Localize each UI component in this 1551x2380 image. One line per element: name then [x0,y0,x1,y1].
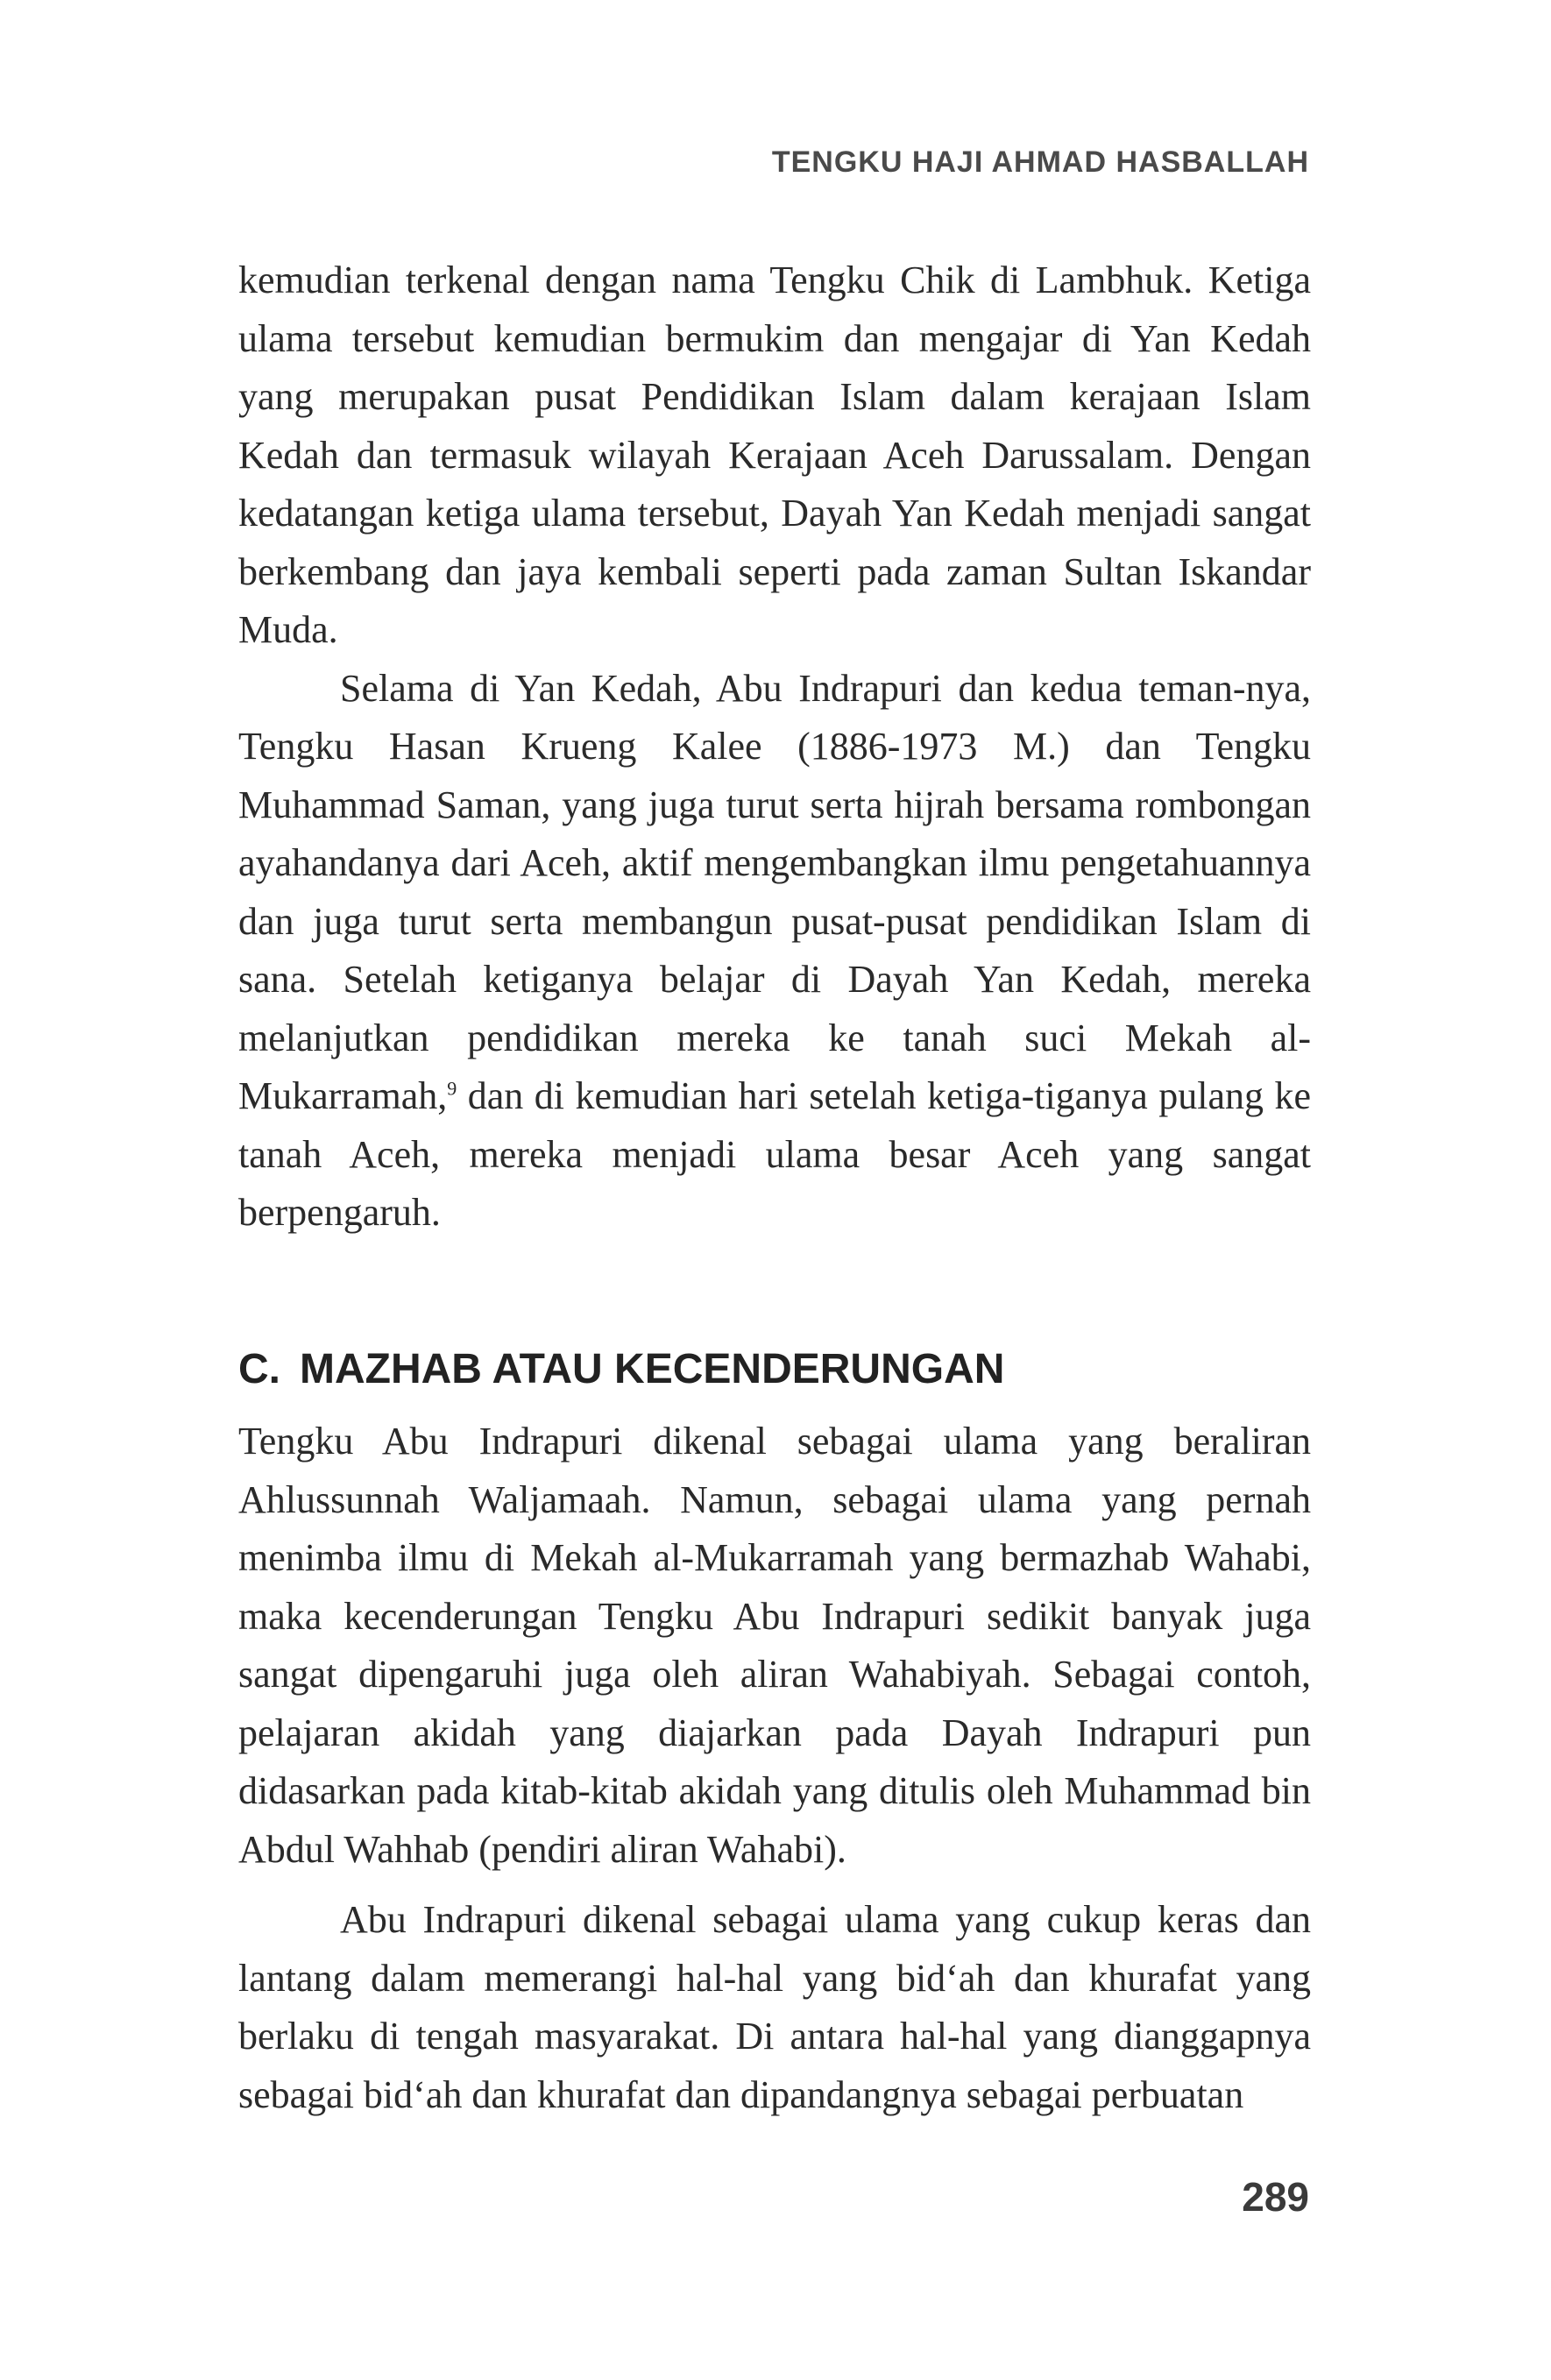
body-text-top [238,251,1311,1243]
paragraph [238,660,1311,1243]
body-text-section [238,1413,1311,2124]
paragraph: Abu Indrapuri dikenal sebagai ulama yang cukup keras dan lantang dalam memerangi hal-hal yang bid‘ah dan khurafat yang berlaku di tengah masyarakat. Di antara hal-hal yang dianggapnya sebagai bid‘ah dan khurafat dan dipandangnya sebagai perbuatan [238,1898,1311,2116]
paragraph-text: Selama di Yan Kedah, Abu Indrapuri dan kedua teman-nya, Tengku Hasan Krueng Kalee (1886-1973 M.) dan Tengku Muhammad Saman, yang juga turut serta hijrah bersama rombongan ayahandanya dari Aceh, aktif mengembangkan ilmu pengetahuannya dan juga turut serta membangun pusat-pusat pendidikan Islam di sana. Setelah ketiganya belajar di Dayah Yan Kedah, mereka melanjutkan pendidikan mereka ke tanah suci Mekah al-Mukarramah, [238,666,1311,1117]
footnote-reference[interactable]: 9 [447,1077,457,1100]
section-title: MAZHAB ATAU KECENDERUNGAN [300,1346,1005,1392]
section-heading [238,1341,1004,1399]
paragraph: kemudian terkenal dengan nama Tengku Chik di Lambhuk. Ketiga ulama tersebut kemudian bermukim dan mengajar di Yan Kedah yang merupakan pusat Pendidikan Islam dalam kerajaan Islam Kedah dan termasuk wilayah Kerajaan Aceh Darussalam. Dengan kedatangan ketiga ulama tersebut, Dayah Yan Kedah menjadi sangat berkembang dan jaya kembali seperti pada zaman Sultan Iskandar Muda. [238,259,1311,651]
paragraph-text: dan di kemudian hari setelah ketiga-tiganya pulang ke tanah Aceh, mereka menjadi ulama besar Aceh yang sangat berpengaruh. [238,1074,1311,1234]
section-letter: C. [238,1346,280,1392]
page-number: 289 [1242,2174,1309,2220]
paragraph: Tengku Abu Indrapuri dikenal sebagai ulama yang beraliran Ahlussunnah Waljamaah. Namun, sebagai ulama yang pernah menimba ilmu di Mekah al-Mukarramah yang bermazhab Wahabi, maka kecenderungan Tengku Abu Indrapuri sedikit banyak juga sangat dipengaruhi juga oleh aliran Wahabiyah. Sebagai contoh, pelajaran akidah yang diajarkan pada Dayah Indrapuri pun didasarkan pada kitab-kitab akidah yang ditulis oleh Muhammad bin Abdul Wahhab (pendiri aliran Wahabi). [238,1420,1311,1871]
running-header: TENGKU HAJI AHMAD HASBALLAH [771,145,1309,179]
